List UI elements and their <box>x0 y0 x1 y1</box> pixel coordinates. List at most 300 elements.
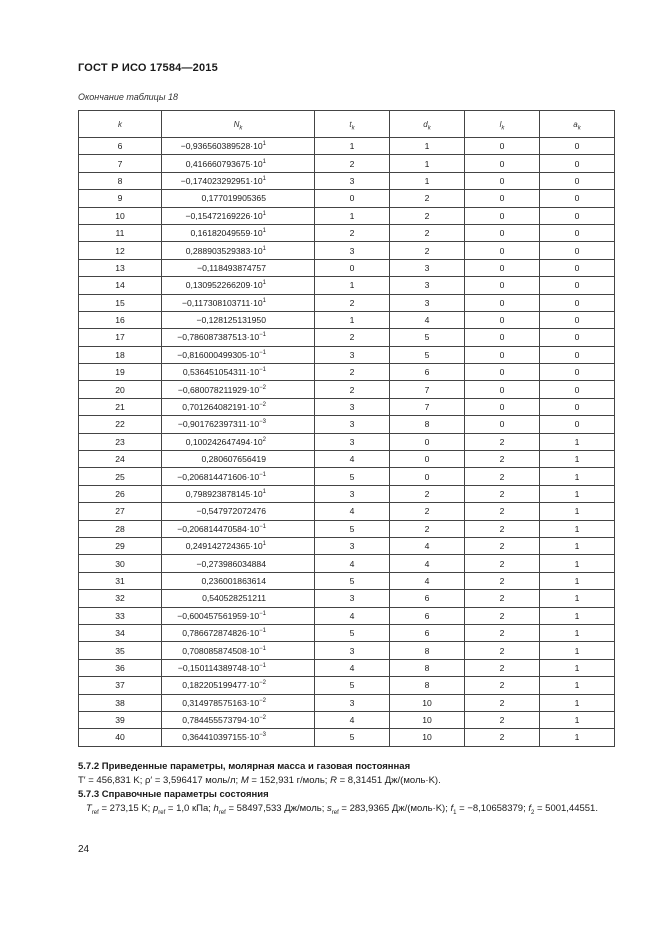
cell-k: 39 <box>79 711 162 728</box>
cell-nk-exponent: 2 <box>262 436 266 443</box>
cell-d: 8 <box>390 642 465 659</box>
section-5-7-3-title: 5.7.3 Справочные параметры состояния <box>78 789 269 800</box>
cell-nk <box>162 416 315 433</box>
table-row <box>79 172 615 189</box>
table-row <box>79 138 615 155</box>
table-row <box>79 416 615 433</box>
cell-nk-mantissa: 0,314978575163·10 <box>182 697 260 708</box>
cell-nk-exponent: −1 <box>259 332 266 339</box>
table-row <box>79 190 615 207</box>
cell-t: 5 <box>315 677 390 694</box>
cell-a: 0 <box>540 207 615 224</box>
cell-nk-mantissa: 0,784455573794·10 <box>182 715 260 726</box>
table-row <box>79 329 615 346</box>
cell-nk <box>162 242 315 259</box>
cell-nk-exponent: −2 <box>259 384 266 391</box>
cell-d: 5 <box>390 346 465 363</box>
cell-k: 19 <box>79 364 162 381</box>
cell-d: 2 <box>390 207 465 224</box>
cell-d: 6 <box>390 624 465 641</box>
symbol-text: h <box>213 802 219 814</box>
cell-nk-mantissa: −0,816000499305·10 <box>177 349 260 360</box>
cell-d: 10 <box>390 729 465 746</box>
cell-t: 3 <box>315 694 390 711</box>
table-row <box>79 642 615 659</box>
cell-nk <box>162 572 315 589</box>
cell-t: 2 <box>315 381 390 398</box>
cell-k: 40 <box>79 729 162 746</box>
cell-nk-mantissa: 0,288903529383·10 <box>185 245 263 256</box>
cell-l: 2 <box>465 503 540 520</box>
cell-nk-exponent: −1 <box>259 350 266 357</box>
cell-k: 37 <box>79 677 162 694</box>
cell-k: 35 <box>79 642 162 659</box>
cell-nk <box>162 207 315 224</box>
cell-nk <box>162 555 315 572</box>
cell-a: 1 <box>540 520 615 537</box>
cell-t: 3 <box>315 433 390 450</box>
cell-nk-mantissa: 0,364410397155·10 <box>182 732 260 743</box>
symbol-text: R <box>330 774 337 786</box>
cell-a: 1 <box>540 677 615 694</box>
cell-nk-exponent: −1 <box>259 610 266 617</box>
cell-nk-mantissa: 0,249142724365·10 <box>185 541 263 552</box>
cell-d: 1 <box>390 172 465 189</box>
cell-nk-mantissa: −0,15472169226·10 <box>185 210 263 221</box>
table-row <box>79 155 615 172</box>
cell-a: 1 <box>540 642 615 659</box>
cell-t: 1 <box>315 138 390 155</box>
table-row <box>79 555 615 572</box>
cell-nk-exponent: 1 <box>262 245 266 252</box>
cell-t: 5 <box>315 624 390 641</box>
cell-nk-exponent: −1 <box>259 367 266 374</box>
cell-d: 2 <box>390 242 465 259</box>
cell-nk-exponent: −1 <box>259 628 266 635</box>
cell-t: 5 <box>315 520 390 537</box>
table-row <box>79 659 615 676</box>
cell-d: 8 <box>390 659 465 676</box>
cell-t: 4 <box>315 607 390 624</box>
cell-nk <box>162 537 315 554</box>
column-header-symbol: t <box>349 119 352 129</box>
cell-nk-exponent: −1 <box>259 471 266 478</box>
cell-a: 1 <box>540 537 615 554</box>
cell-a: 1 <box>540 659 615 676</box>
cell-k: 10 <box>79 207 162 224</box>
cell-k: 12 <box>79 242 162 259</box>
cell-t: 3 <box>315 642 390 659</box>
inline-text: = 5001,44551. <box>534 802 598 814</box>
cell-l: 0 <box>465 242 540 259</box>
cell-a: 0 <box>540 311 615 328</box>
cell-l: 0 <box>465 416 540 433</box>
cell-nk-mantissa: −0,128125131950 <box>196 315 266 326</box>
page-number: 24 <box>78 844 90 855</box>
cell-l: 2 <box>465 520 540 537</box>
cell-nk-exponent: −1 <box>259 663 266 670</box>
cell-a: 0 <box>540 242 615 259</box>
cell-nk <box>162 451 315 468</box>
table-row <box>79 468 615 485</box>
cell-a: 0 <box>540 346 615 363</box>
cell-l: 2 <box>465 624 540 641</box>
subscript-text: ref <box>218 809 226 816</box>
cell-d: 2 <box>390 520 465 537</box>
cell-nk-mantissa: 0,100242647494·10 <box>185 436 263 447</box>
cell-a: 1 <box>540 694 615 711</box>
cell-a: 1 <box>540 590 615 607</box>
table-row <box>79 729 615 746</box>
cell-a: 0 <box>540 329 615 346</box>
cell-k: 27 <box>79 503 162 520</box>
cell-d: 8 <box>390 416 465 433</box>
cell-a: 1 <box>540 624 615 641</box>
column-header-subscript: k <box>239 125 243 132</box>
cell-nk-exponent: 1 <box>262 141 266 148</box>
cell-t: 4 <box>315 711 390 728</box>
column-header-subscript: k <box>351 125 355 132</box>
cell-nk <box>162 590 315 607</box>
cell-nk-mantissa: 0,786672874826·10 <box>182 628 260 639</box>
cell-k: 15 <box>79 294 162 311</box>
column-header-symbol: a <box>573 119 578 129</box>
cell-a: 0 <box>540 381 615 398</box>
cell-l: 0 <box>465 346 540 363</box>
table-row <box>79 311 615 328</box>
cell-t: 1 <box>315 311 390 328</box>
cell-nk <box>162 398 315 415</box>
cell-a: 1 <box>540 711 615 728</box>
cell-a: 1 <box>540 503 615 520</box>
cell-t: 2 <box>315 155 390 172</box>
table-row <box>79 694 615 711</box>
cell-l: 2 <box>465 711 540 728</box>
cell-nk <box>162 155 315 172</box>
cell-nk-mantissa: −0,680078211929·10 <box>177 384 260 395</box>
cell-t: 3 <box>315 242 390 259</box>
cell-k: 38 <box>79 694 162 711</box>
cell-d: 1 <box>390 155 465 172</box>
cell-l: 2 <box>465 433 540 450</box>
cell-t: 2 <box>315 364 390 381</box>
cell-t: 5 <box>315 572 390 589</box>
cell-a: 0 <box>540 416 615 433</box>
cell-d: 7 <box>390 398 465 415</box>
cell-nk <box>162 259 315 276</box>
subscript-text: 1 <box>453 809 457 816</box>
cell-t: 5 <box>315 468 390 485</box>
cell-nk <box>162 138 315 155</box>
cell-d: 8 <box>390 677 465 694</box>
cell-a: 0 <box>540 224 615 241</box>
cell-k: 9 <box>79 190 162 207</box>
cell-t: 4 <box>315 503 390 520</box>
cell-d: 3 <box>390 294 465 311</box>
cell-d: 6 <box>390 607 465 624</box>
cell-a: 0 <box>540 364 615 381</box>
cell-l: 0 <box>465 398 540 415</box>
cell-nk <box>162 329 315 346</box>
cell-l: 0 <box>465 190 540 207</box>
cell-d: 1 <box>390 138 465 155</box>
cell-nk <box>162 190 315 207</box>
cell-nk-mantissa: −0,174023292951·10 <box>180 175 263 186</box>
cell-nk-exponent: −3 <box>259 732 266 739</box>
cell-l: 2 <box>465 659 540 676</box>
cell-nk <box>162 346 315 363</box>
cell-nk-exponent: 1 <box>262 280 266 287</box>
cell-l: 0 <box>465 259 540 276</box>
cell-t: 4 <box>315 659 390 676</box>
cell-t: 3 <box>315 346 390 363</box>
cell-a: 0 <box>540 190 615 207</box>
cell-nk <box>162 729 315 746</box>
cell-t: 3 <box>315 416 390 433</box>
table-row <box>79 364 615 381</box>
cell-a: 0 <box>540 398 615 415</box>
cell-nk-mantissa: −0,117308103711·10 <box>181 297 263 308</box>
cell-k: 17 <box>79 329 162 346</box>
cell-d: 4 <box>390 555 465 572</box>
table-row <box>79 607 615 624</box>
cell-a: 1 <box>540 572 615 589</box>
cell-nk-mantissa: 0,798923878145·10 <box>185 489 263 499</box>
symbol-text: T <box>86 802 92 814</box>
cell-a: 0 <box>540 259 615 276</box>
cell-nk-mantissa: 0,536451054311·10 <box>182 367 260 378</box>
cell-k: 18 <box>79 346 162 363</box>
cell-t: 0 <box>315 259 390 276</box>
cell-d: 5 <box>390 329 465 346</box>
cell-nk-mantissa: −0,936560389528·10 <box>180 141 263 152</box>
cell-a: 0 <box>540 155 615 172</box>
symbol-text: f <box>528 802 531 814</box>
inline-text: = 1,0 кПа; <box>165 802 214 814</box>
cell-nk <box>162 364 315 381</box>
cell-nk <box>162 642 315 659</box>
table-row <box>79 537 615 554</box>
cell-l: 0 <box>465 294 540 311</box>
inline-text: = 283,9365 Дж/(моль·K); <box>338 802 451 814</box>
cell-l: 2 <box>465 555 540 572</box>
inline-text: = 8,31451 Дж/(моль·K). <box>336 774 441 786</box>
cell-nk <box>162 277 315 294</box>
cell-nk <box>162 311 315 328</box>
cell-l: 0 <box>465 277 540 294</box>
cell-t: 3 <box>315 172 390 189</box>
cell-k: 26 <box>79 485 162 502</box>
cell-nk-exponent: −2 <box>259 680 266 687</box>
cell-k: 31 <box>79 572 162 589</box>
cell-t: 2 <box>315 329 390 346</box>
table-row <box>79 259 615 276</box>
cell-t: 3 <box>315 485 390 502</box>
cell-nk-mantissa: −0,206814471606·10 <box>177 471 260 482</box>
cell-k: 30 <box>79 555 162 572</box>
cell-d: 0 <box>390 451 465 468</box>
cell-l: 2 <box>465 572 540 589</box>
cell-k: 14 <box>79 277 162 294</box>
cell-l: 0 <box>465 138 540 155</box>
cell-t: 3 <box>315 537 390 554</box>
column-header <box>390 111 465 138</box>
cell-nk-mantissa: 0,280607656419 <box>201 454 266 465</box>
section-5-7-3 <box>78 788 618 815</box>
cell-nk-exponent: −2 <box>259 697 266 704</box>
cell-t: 3 <box>315 590 390 607</box>
cell-k: 6 <box>79 138 162 155</box>
subscript-text: 2 <box>530 809 535 816</box>
cell-nk <box>162 520 315 537</box>
cell-a: 0 <box>540 172 615 189</box>
cell-k: 7 <box>79 155 162 172</box>
cell-d: 3 <box>390 277 465 294</box>
cell-a: 1 <box>540 433 615 450</box>
cell-d: 0 <box>390 468 465 485</box>
cell-l: 0 <box>465 224 540 241</box>
column-header-symbol: d <box>423 119 428 129</box>
table-row <box>79 277 615 294</box>
cell-d: 2 <box>390 503 465 520</box>
column-header <box>79 111 162 138</box>
cell-t: 4 <box>315 451 390 468</box>
column-header-subscript: k <box>427 125 431 132</box>
column-header-symbol: k <box>118 119 122 129</box>
cell-nk-exponent: 1 <box>262 297 266 304</box>
cell-nk <box>162 659 315 676</box>
cell-a: 0 <box>540 294 615 311</box>
cell-nk-mantissa: −0,150114389748·10 <box>177 662 260 673</box>
cell-d: 4 <box>390 537 465 554</box>
cell-k: 32 <box>79 590 162 607</box>
column-header <box>465 111 540 138</box>
cell-d: 4 <box>390 311 465 328</box>
table-row <box>79 346 615 363</box>
cell-l: 2 <box>465 607 540 624</box>
section-5-7-3-text <box>78 802 618 816</box>
table-row <box>79 224 615 241</box>
cell-nk <box>162 711 315 728</box>
document-header: ГОСТ Р ИСО 17584—2015 <box>78 62 218 74</box>
cell-l: 0 <box>465 207 540 224</box>
cell-l: 0 <box>465 172 540 189</box>
cell-a: 1 <box>540 485 615 502</box>
cell-nk <box>162 224 315 241</box>
cell-nk <box>162 607 315 624</box>
cell-t: 1 <box>315 277 390 294</box>
cell-k: 21 <box>79 398 162 415</box>
cell-nk-exponent: 1 <box>262 158 266 165</box>
cell-nk-exponent: 1 <box>262 228 266 235</box>
cell-nk-mantissa: −0,547972072476 <box>196 506 266 517</box>
table-row <box>79 503 615 520</box>
cell-nk-mantissa: 0,16182049559·10 <box>190 228 263 239</box>
cell-nk-exponent: −2 <box>259 715 266 722</box>
cell-k: 28 <box>79 520 162 537</box>
symbol-text: f <box>450 802 454 814</box>
cell-a: 0 <box>540 277 615 294</box>
cell-d: 2 <box>390 190 465 207</box>
symbol-text: p <box>152 802 159 814</box>
subscript-text: ref <box>91 809 99 816</box>
column-header-symbol: l <box>499 119 502 129</box>
table-row <box>79 711 615 728</box>
cell-d: 0 <box>390 433 465 450</box>
inline-text: = 273,15 K; <box>98 802 153 814</box>
cell-nk-exponent: −1 <box>259 523 266 530</box>
cell-nk-mantissa: −0,901762397311·10 <box>177 419 260 430</box>
cell-k: 29 <box>79 537 162 554</box>
table-row <box>79 398 615 415</box>
cell-nk-exponent: −3 <box>259 419 266 426</box>
cell-nk-exponent: −2 <box>259 402 266 409</box>
cell-k: 23 <box>79 433 162 450</box>
inline-text: = −8,10658379; <box>456 802 529 814</box>
cell-t: 2 <box>315 224 390 241</box>
cell-l: 0 <box>465 329 540 346</box>
table-header-row <box>79 111 615 138</box>
table-row <box>79 433 615 450</box>
column-header <box>540 111 615 138</box>
cell-d: 4 <box>390 572 465 589</box>
cell-l: 2 <box>465 451 540 468</box>
cell-l: 2 <box>465 694 540 711</box>
cell-nk-mantissa: 0,236001863614 <box>201 575 266 586</box>
table-row <box>79 624 615 641</box>
symbol-text: s <box>327 802 332 814</box>
cell-a: 1 <box>540 729 615 746</box>
cell-l: 0 <box>465 155 540 172</box>
cell-k: 20 <box>79 381 162 398</box>
cell-l: 0 <box>465 364 540 381</box>
column-header-symbol: N <box>233 119 240 129</box>
cell-d: 6 <box>390 364 465 381</box>
cell-nk-mantissa: 0,701264082191·10 <box>182 402 260 413</box>
column-header <box>315 111 390 138</box>
cell-nk-mantissa: 0,182205199477·10 <box>182 680 260 691</box>
cell-nk <box>162 503 315 520</box>
cell-a: 1 <box>540 451 615 468</box>
section-5-7-2-title: 5.7.2 Приведенные параметры, молярная масса и газовая постоянная <box>78 761 411 772</box>
table-row <box>79 242 615 259</box>
inline-text: = 58497,533 Дж/моль; <box>225 802 328 814</box>
cell-d: 7 <box>390 381 465 398</box>
inline-text: T′ = 456,831 K; ρ′ = 3,596417 моль/л; <box>78 774 241 786</box>
coefficients-table <box>78 110 615 747</box>
cell-d: 2 <box>390 485 465 502</box>
cell-nk <box>162 172 315 189</box>
subscript-text: ref <box>158 809 166 816</box>
inline-text: = 152,931 г/моль; <box>248 774 331 786</box>
cell-l: 2 <box>465 468 540 485</box>
cell-nk-exponent: 1 <box>262 489 266 496</box>
table-row <box>79 207 615 224</box>
cell-nk-exponent: 1 <box>262 541 266 548</box>
cell-t: 0 <box>315 190 390 207</box>
cell-nk-exponent: −1 <box>259 645 266 652</box>
cell-nk-mantissa: −0,786087387513·10 <box>177 332 260 343</box>
cell-t: 3 <box>315 398 390 415</box>
cell-d: 10 <box>390 694 465 711</box>
table-body <box>79 138 615 747</box>
cell-nk <box>162 381 315 398</box>
cell-nk-mantissa: 0,708085874508·10 <box>182 645 260 656</box>
cell-a: 0 <box>540 138 615 155</box>
cell-nk <box>162 433 315 450</box>
section-5-7-2-text <box>78 774 618 788</box>
cell-k: 22 <box>79 416 162 433</box>
